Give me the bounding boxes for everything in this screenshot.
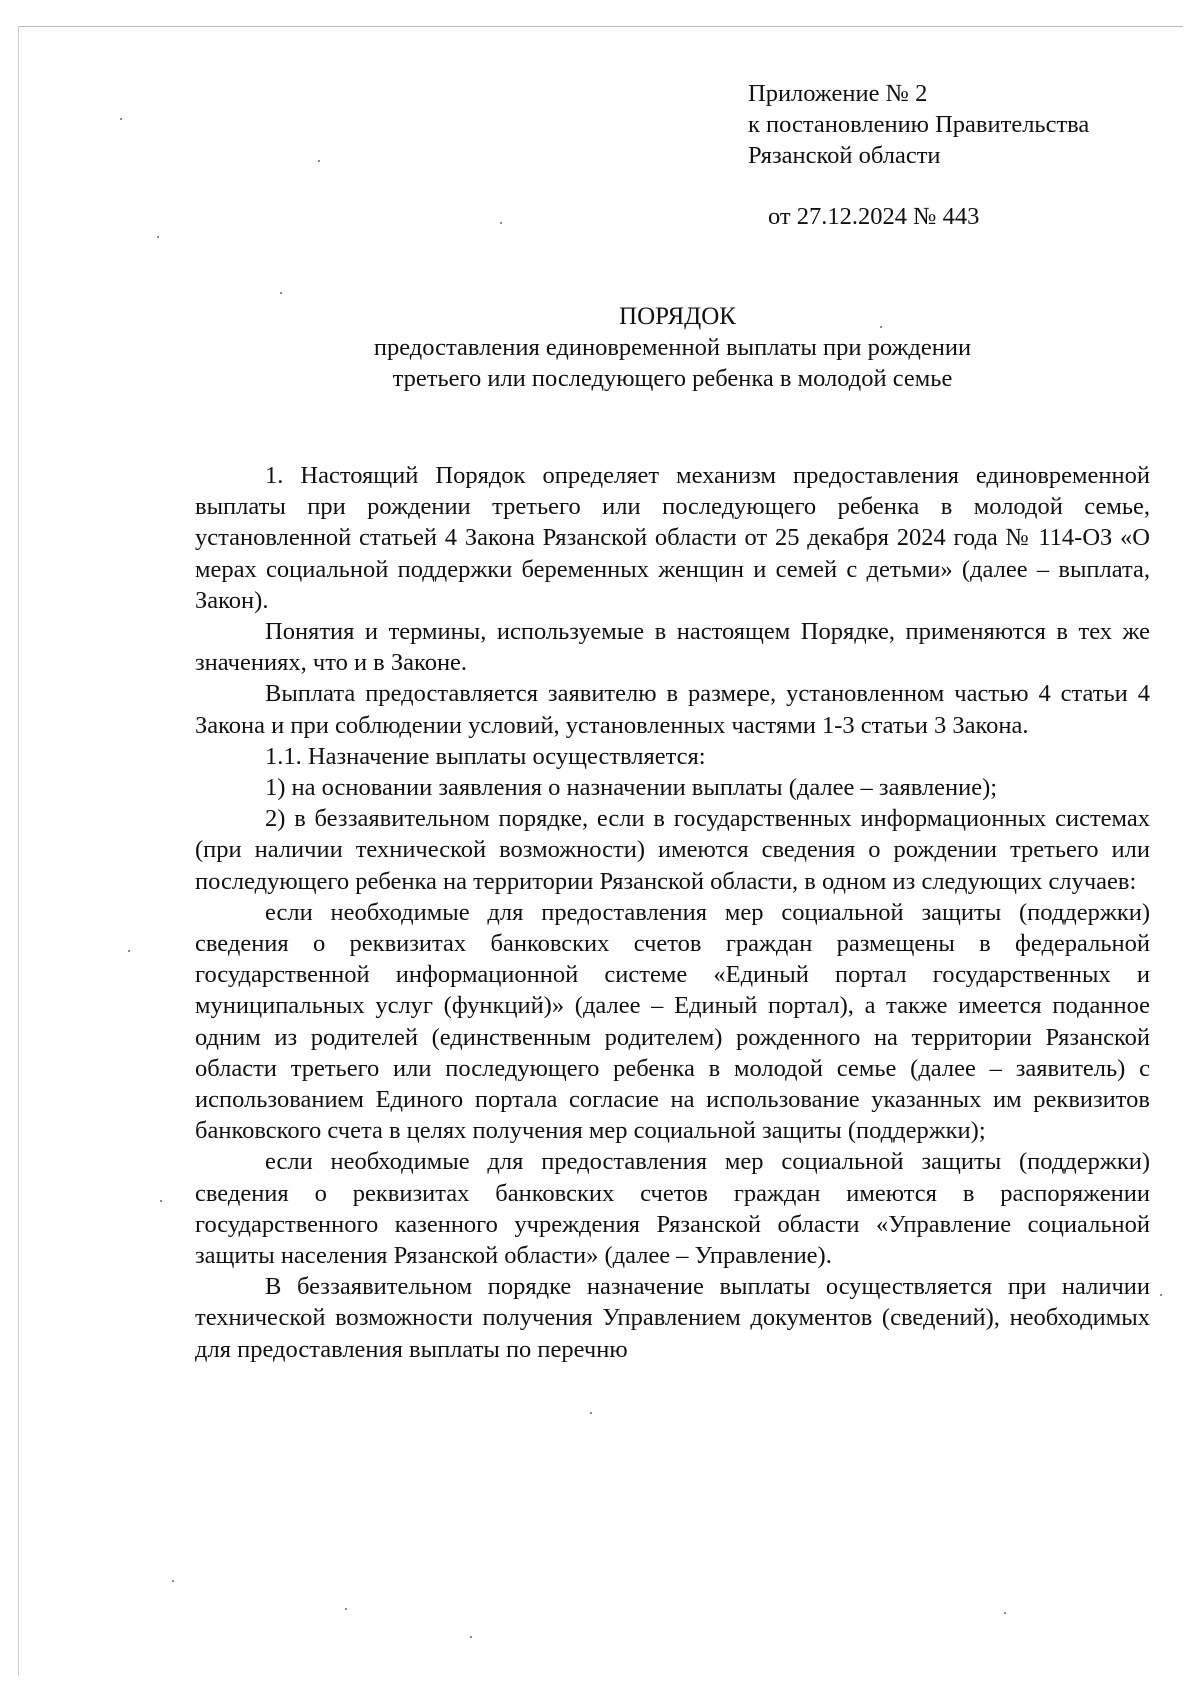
scan-speck — [470, 1636, 472, 1638]
scan-speck — [318, 160, 320, 162]
document-body — [195, 460, 1150, 1365]
scan-speck — [120, 118, 122, 120]
scan-speck — [160, 1200, 162, 1202]
appendix-resolution: к постановлению Правительства — [748, 111, 1090, 138]
paragraph-3: Выплата предоставляется заявителю в размере, установленном частью 4 статьи 4 Закона и при соблюдении условий, установленных частями 1-3 статьи 3 Закона. — [195, 680, 1150, 739]
paragraph-8: если необходимые для предоставления мер социальной защиты (поддержки) сведения о реквизитах банковских счетов граждан имеются в распоряжении государственного казенного учреждения Рязанской области «Управление социальной защиты населения Рязанской области» (далее – Управление). — [195, 1148, 1150, 1270]
scan-speck — [1004, 1612, 1006, 1614]
paragraph-9: В беззаявительном порядке назначение выплаты осуществляется при наличии технической возможности получения Управлением документов (сведений), необходимых для предоставления выплаты по перечню — [195, 1273, 1150, 1363]
paragraph-1: 1. Настоящий Порядок определяет механизм предоставления единовременной выплаты при рождении третьего или последующего ребенка в молодой семье, установленной статьей 4 Закона Рязанской области от 25 декабря 2024 года № 114-ОЗ «О мерах социальной поддержки беременных женщин и семей с детьми» (далее – выплата, Закон). — [195, 462, 1150, 614]
scan-speck — [590, 1412, 592, 1414]
paragraph-5: 1) на основании заявления о назначении выплаты (далее – заявление); — [265, 774, 998, 802]
appendix-number: Приложение № 2 — [748, 80, 928, 107]
document-subtitle-line1: предоставления единовременной выплаты при рождении — [373, 334, 972, 361]
document-title-block — [195, 301, 1150, 394]
scan-speck — [157, 236, 159, 238]
scan-speck — [500, 222, 502, 224]
appendix-region: Рязанской области — [748, 142, 941, 169]
document-title: ПОРЯДОК — [619, 303, 736, 330]
scan-speck — [128, 950, 130, 952]
appendix-header — [748, 78, 1089, 171]
scan-speck — [345, 1608, 347, 1610]
scan-speck — [280, 292, 282, 294]
paragraph-2: Понятия и термины, используемые в настоящем Порядке, применяются в тех же значениях, что и в Законе. — [195, 618, 1150, 677]
document-subtitle-line2: третьего или последующего ребенка в молодой семье — [392, 365, 953, 392]
paragraph-4: 1.1. Назначение выплаты осуществляется: — [265, 742, 706, 770]
scan-edge-top — [18, 26, 1183, 27]
paragraph-7: если необходимые для предоставления мер социальной защиты (поддержки) сведения о реквизитах банковских счетов граждан размещены в федеральной государственной информационной системе «Единый портал государственных и муниципальных услуг (функций)» (далее – Единый портал), а также имеется поданное одним из родителей (единственным родителем) рожденного на территории Рязанской области третьего или последующего ребенка в молодой семье (далее – заявитель) с использованием Единого портала согласие на использование указанных им реквизитов банковского счета в целях получения мер социальной защиты (поддержки); — [195, 898, 1150, 1145]
appendix-date: от 27.12.2024 № 443 — [768, 203, 980, 230]
paragraph-6: 2) в беззаявительном порядке, если в государственных информационных системах (при наличии технической возможности) имеются сведения о рождении третьего или последующего ребенка на территории Рязанской области, в одном из следующих случаев: — [195, 805, 1150, 895]
scan-speck — [1160, 1294, 1162, 1296]
scan-speck — [172, 1580, 174, 1582]
scan-speck — [880, 326, 882, 328]
scan-edge-left — [18, 26, 19, 1676]
